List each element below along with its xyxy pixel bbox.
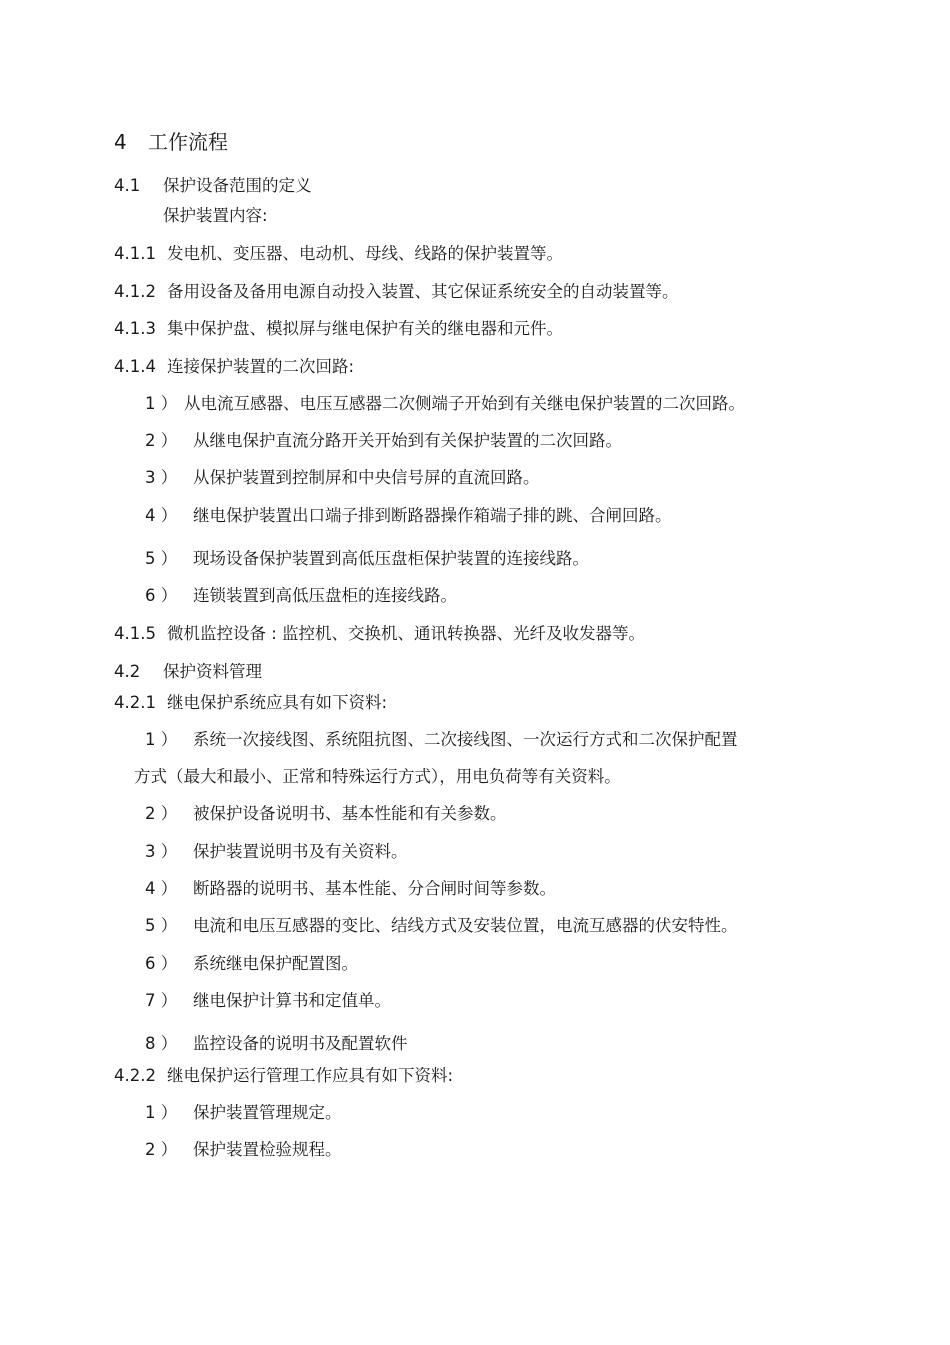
list-number: 6 ） xyxy=(145,954,178,973)
list-text: 从继电保护直流分路开关开始到有关保护装置的二次回路。 xyxy=(193,431,622,450)
item-4-1-4 xyxy=(114,357,354,377)
section-heading-4-2 xyxy=(114,662,262,682)
list-text: 被保护设备说明书、基本性能和有关参数。 xyxy=(193,804,507,823)
material-item-1-continuation: 方式（最大和最小、正常和特殊运行方式），用电负荷等有关资料。 xyxy=(134,767,621,786)
operation-material-item-2 xyxy=(145,1140,342,1160)
section-title: 保护设备范围的定义 xyxy=(163,176,312,195)
item-text: 继电保护运行管理工作应具有如下资料: xyxy=(167,1066,454,1085)
item-4-1-5 xyxy=(114,624,645,644)
item-number: 4.1.2 xyxy=(114,282,156,301)
material-item-7 xyxy=(145,991,391,1011)
item-4-2-2 xyxy=(114,1066,453,1086)
material-item-6 xyxy=(145,954,358,974)
operation-material-item-1 xyxy=(145,1103,342,1123)
item-text: 发电机、变压器、电动机、母线、线路的保护装置等。 xyxy=(167,244,563,263)
chapter-heading xyxy=(114,130,228,154)
section-intro: 保护装置内容: xyxy=(163,206,268,225)
list-number: 5 ） xyxy=(145,549,178,568)
list-text: 保护装置说明书及有关资料。 xyxy=(193,842,408,861)
item-number: 4.1.3 xyxy=(114,319,156,338)
material-item-2 xyxy=(145,804,507,824)
item-number: 4.1.5 xyxy=(114,624,156,643)
list-number: 1 ） xyxy=(145,1103,178,1122)
list-text: 监控设备的说明书及配置软件 xyxy=(193,1034,408,1053)
list-text: 断路器的说明书、基本性能、分合闸时间等参数。 xyxy=(193,879,556,898)
item-number: 4.2.1 xyxy=(114,693,156,712)
list-number: 2 ） xyxy=(145,804,178,823)
item-text: 集中保护盘、模拟屏与继电保护有关的继电器和元件。 xyxy=(167,319,563,338)
chapter-number: 4 xyxy=(114,130,127,154)
material-item-5 xyxy=(145,916,738,936)
item-text: 备用设备及备用电源自动投入装置、其它保证系统安全的自动装置等。 xyxy=(167,282,679,301)
list-text: 系统继电保护配置图。 xyxy=(193,954,358,973)
circuit-item-6 xyxy=(145,586,457,606)
item-4-1-2 xyxy=(114,282,679,302)
circuit-item-2 xyxy=(145,431,622,451)
list-text: 继电保护计算书和定值单。 xyxy=(193,991,391,1010)
list-number: 4 ） xyxy=(145,506,178,525)
section-number: 4.2 xyxy=(114,662,141,681)
list-number: 3 ） xyxy=(145,468,178,487)
section-number: 4.1 xyxy=(114,176,141,195)
list-number: 6 ） xyxy=(145,586,178,605)
item-number: 4.1.4 xyxy=(114,357,156,376)
material-item-8 xyxy=(145,1034,408,1054)
item-text: 微机监控设备 : 监控机、交换机、通讯转换器、光纤及收发器等。 xyxy=(167,624,646,643)
list-number: 4 ） xyxy=(145,879,178,898)
list-text: 保护装置管理规定。 xyxy=(193,1103,342,1122)
material-item-4 xyxy=(145,879,556,899)
list-text: 现场设备保护装置到高低压盘柜保护装置的连接线路。 xyxy=(193,549,589,568)
list-number: 3 ） xyxy=(145,842,178,861)
chapter-title: 工作流程 xyxy=(148,130,228,154)
list-text: 系统一次接线图、系统阻抗图、二次接线图、一次运行方式和二次保护配置 xyxy=(193,730,738,749)
circuit-item-1 xyxy=(145,394,745,414)
list-text: 电流和电压互感器的变比、结线方式及安装位置，电流互感器的伏安特性。 xyxy=(193,916,738,935)
item-number: 4.2.2 xyxy=(114,1066,156,1085)
list-text: 从电流互感器、电压互感器二次侧端子开始到有关继电保护装置的二次回路。 xyxy=(184,394,745,413)
list-number: 8 ） xyxy=(145,1034,178,1053)
item-text: 连接保护装置的二次回路: xyxy=(167,357,355,376)
circuit-item-5 xyxy=(145,549,589,569)
item-4-1-3 xyxy=(114,319,563,339)
section-title: 保护资料管理 xyxy=(163,662,262,681)
circuit-item-4 xyxy=(145,506,672,526)
list-number: 7 ） xyxy=(145,991,178,1010)
list-number: 5 ） xyxy=(145,916,178,935)
item-text: 继电保护系统应具有如下资料: xyxy=(167,693,388,712)
section-heading-4-1 xyxy=(114,176,312,196)
list-number: 2 ） xyxy=(145,431,178,450)
list-number: 1 ） xyxy=(145,394,178,413)
item-4-2-1 xyxy=(114,693,387,713)
item-number: 4.1.1 xyxy=(114,244,156,263)
list-number: 2 ） xyxy=(145,1140,178,1159)
list-text: 保护装置检验规程。 xyxy=(193,1140,342,1159)
material-item-3 xyxy=(145,842,408,862)
list-text: 从保护装置到控制屏和中央信号屏的直流回路。 xyxy=(193,468,540,487)
circuit-item-3 xyxy=(145,468,540,488)
item-4-1-1 xyxy=(114,244,563,264)
list-text: 继电保护装置出口端子排到断路器操作箱端子排的跳、合闸回路。 xyxy=(193,506,672,525)
material-item-1 xyxy=(145,730,738,750)
list-text: 连锁装置到高低压盘柜的连接线路。 xyxy=(193,586,457,605)
list-number: 1 ） xyxy=(145,730,178,749)
